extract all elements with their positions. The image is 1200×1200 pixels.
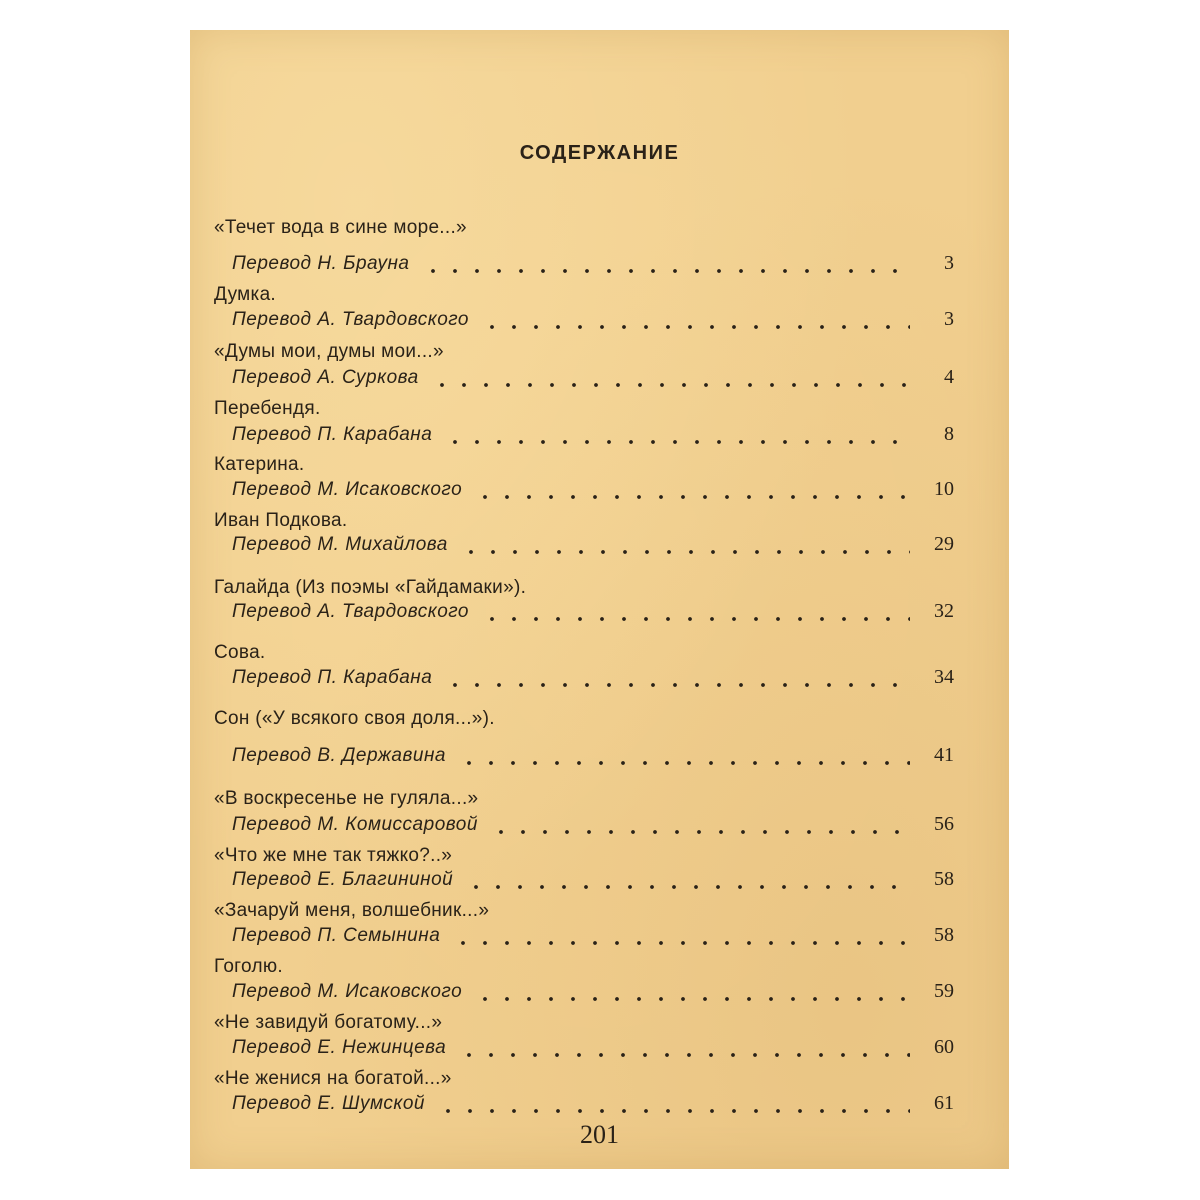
entry-title: Катерина. bbox=[214, 454, 305, 475]
entry-translator-line bbox=[232, 478, 954, 506]
entry-page-number: 56 bbox=[934, 813, 954, 835]
dot-leader bbox=[458, 760, 910, 766]
dot-leader bbox=[458, 1052, 910, 1058]
entry-page-number: 29 bbox=[934, 533, 954, 555]
entry-title: «Думы мои, думы мои...» bbox=[214, 341, 444, 362]
dot-leader bbox=[481, 616, 910, 622]
entry-title: «Зачаруй меня, волшебник...» bbox=[214, 900, 490, 921]
entry-page-number: 4 bbox=[944, 366, 954, 388]
entry-translator-line bbox=[232, 980, 954, 1008]
dot-leader bbox=[444, 682, 910, 688]
entry-translator: Перевод М. Исаковского bbox=[232, 981, 463, 1002]
entry-translator-line bbox=[232, 600, 954, 628]
entry-translator-line bbox=[232, 813, 954, 841]
page-number-footer: 201 bbox=[580, 1120, 619, 1149]
page-heading: СОДЕРЖАНИЕ bbox=[519, 142, 680, 164]
entry-title: Гоголю. bbox=[214, 956, 283, 977]
dot-leader bbox=[422, 268, 911, 274]
entry-translator: Перевод Е. Благининой bbox=[232, 869, 454, 890]
entry-page-number: 59 bbox=[934, 980, 954, 1002]
entry-page-number: 41 bbox=[934, 744, 954, 766]
entry-title: Сон («У всякого своя доля...»). bbox=[214, 708, 495, 729]
entry-translator: Перевод А. Суркова bbox=[232, 367, 419, 388]
dot-leader bbox=[481, 324, 910, 330]
entry-page-number: 8 bbox=[944, 423, 954, 445]
entry-title: Иван Подкова. bbox=[214, 510, 348, 531]
entry-translator: Перевод Е. Шумской bbox=[232, 1093, 425, 1114]
entry-title: Перебендя. bbox=[214, 398, 321, 419]
entry-translator-line bbox=[232, 252, 954, 280]
entry-title: Думка. bbox=[214, 284, 277, 305]
dot-leader bbox=[474, 494, 910, 500]
book-page bbox=[190, 30, 1009, 1169]
entry-page-number: 34 bbox=[934, 666, 954, 688]
entry-translator-line bbox=[232, 308, 954, 336]
dot-leader bbox=[474, 996, 910, 1002]
entry-translator: Перевод М. Исаковского bbox=[232, 479, 463, 500]
entry-translator-line bbox=[232, 423, 954, 451]
dot-leader bbox=[465, 884, 910, 890]
entry-title: «Что же мне так тяжко?..» bbox=[214, 845, 453, 866]
entry-translator: Перевод Е. Нежинцева bbox=[232, 1037, 447, 1058]
entry-translator: Перевод М. Комиссаровой bbox=[232, 814, 478, 835]
entry-title: «Течет вода в сине море...» bbox=[214, 217, 467, 238]
entry-page-number: 58 bbox=[934, 868, 954, 890]
entry-page-number: 32 bbox=[934, 600, 954, 622]
entry-title: Галайда (Из поэмы «Гайдамаки»). bbox=[214, 577, 527, 598]
dot-leader bbox=[444, 439, 910, 445]
entry-translator: Перевод А. Твардовского bbox=[232, 309, 469, 330]
dot-leader bbox=[452, 940, 910, 946]
entry-page-number: 60 bbox=[934, 1036, 954, 1058]
dot-leader bbox=[490, 829, 910, 835]
entry-translator-line bbox=[232, 366, 954, 394]
entry-translator: Перевод П. Семынина bbox=[232, 925, 441, 946]
dot-leader bbox=[460, 549, 910, 555]
entry-title: «Не завидуй богатому...» bbox=[214, 1012, 443, 1033]
entry-translator: Перевод В. Державина bbox=[232, 745, 446, 766]
entry-page-number: 58 bbox=[934, 924, 954, 946]
entry-translator: Перевод П. Карабана bbox=[232, 667, 433, 688]
entry-page-number: 10 bbox=[934, 478, 954, 500]
entry-translator-line bbox=[232, 1036, 954, 1064]
entry-translator: Перевод А. Твардовского bbox=[232, 601, 469, 622]
entry-title: «В воскресенье не гуляла...» bbox=[214, 788, 479, 809]
entry-page-number: 61 bbox=[934, 1092, 954, 1114]
dot-leader bbox=[431, 382, 910, 388]
entry-translator-line bbox=[232, 924, 954, 952]
entry-translator: Перевод М. Михайлова bbox=[232, 534, 448, 555]
entry-page-number: 3 bbox=[944, 308, 954, 330]
entry-page-number: 3 bbox=[944, 252, 954, 274]
entry-translator-line bbox=[232, 533, 954, 561]
entry-translator-line bbox=[232, 1092, 954, 1120]
dot-leader bbox=[437, 1108, 910, 1114]
entry-title: «Не женися на богатой...» bbox=[214, 1068, 452, 1089]
entry-translator-line bbox=[232, 666, 954, 694]
entry-translator-line bbox=[232, 744, 954, 772]
entry-translator-line bbox=[232, 868, 954, 896]
entry-translator: Перевод Н. Брауна bbox=[232, 253, 410, 274]
entry-title: Сова. bbox=[214, 642, 266, 663]
entry-translator: Перевод П. Карабана bbox=[232, 424, 433, 445]
